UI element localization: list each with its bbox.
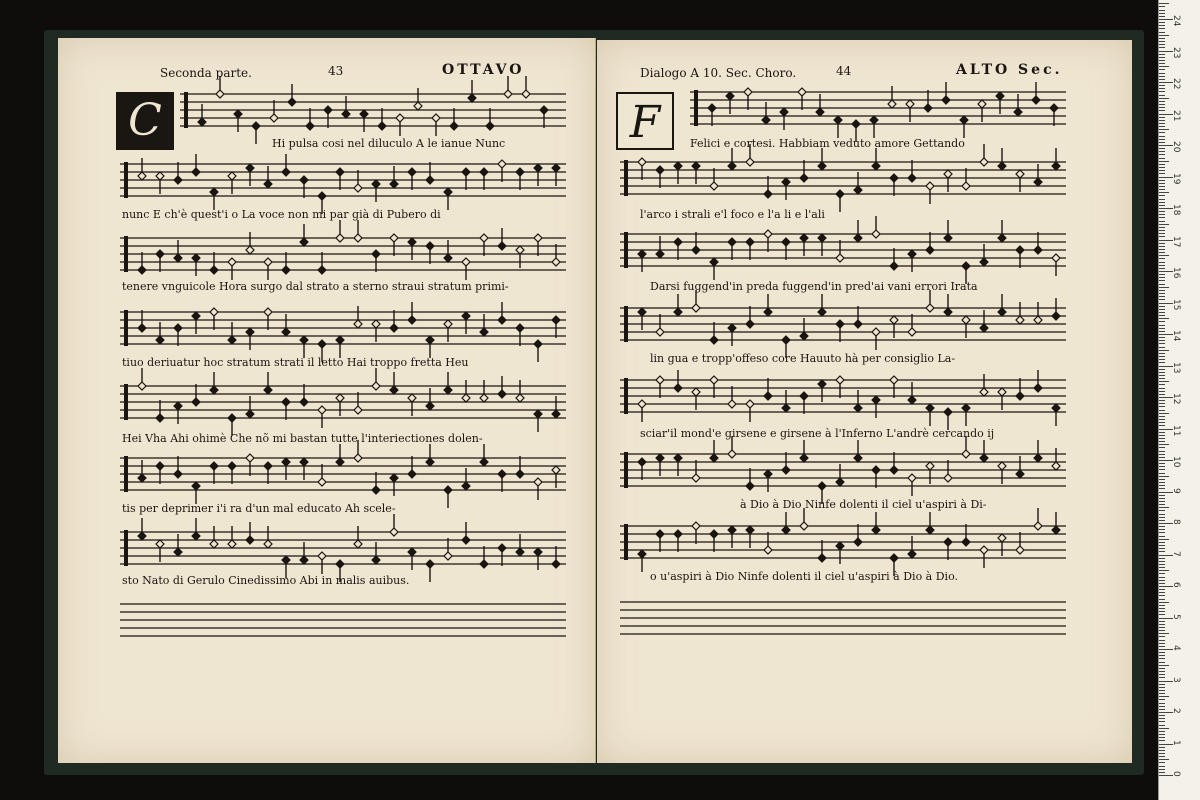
ruler-tick [1159, 643, 1165, 644]
left-staff-3 [120, 232, 566, 276]
ruler-tick [1159, 129, 1169, 130]
ruler-label: 6 [1171, 582, 1181, 588]
ruler-tick [1159, 375, 1165, 376]
ruler-label: 17 [1171, 235, 1181, 247]
ruler-tick [1159, 772, 1165, 773]
ruler-tick [1159, 570, 1169, 571]
ruler-tick [1159, 551, 1165, 552]
ruler-tick [1159, 384, 1165, 385]
ruler-label: 1 [1171, 739, 1181, 746]
right-staff-1 [690, 86, 1066, 130]
ruler-tick [1159, 262, 1165, 263]
right-lyric-line-7: o u'aspiri à Dio Ninfe dolenti il ciel u'aspiri à Dio à Dio. [650, 570, 958, 583]
ruler-tick [1159, 312, 1165, 313]
ruler-tick [1159, 287, 1169, 288]
ruler-label: 14 [1171, 330, 1181, 342]
ruler-tick [1159, 447, 1165, 448]
ruler-tick [1159, 501, 1165, 502]
ruler-tick [1159, 545, 1165, 546]
ruler-tick [1159, 693, 1165, 694]
left-header-section: Seconda parte. [160, 66, 252, 80]
ruler-tick [1159, 60, 1165, 61]
ruler-tick [1159, 331, 1165, 332]
ruler-tick [1159, 583, 1165, 584]
right-header-section: Dialogo A 10. Sec. Choro. [640, 66, 797, 80]
ruler-label: 0 [1171, 771, 1181, 777]
ruler-label: 12 [1171, 393, 1181, 405]
ruler-tick [1159, 151, 1165, 152]
ruler-tick [1159, 510, 1165, 511]
ruler-tick [1159, 482, 1165, 483]
ruler-tick [1159, 274, 1165, 275]
ruler-label: 4 [1171, 645, 1181, 651]
ruler-tick [1159, 265, 1165, 266]
right-lyric-line-3: Darsi fuggend'in preda fuggend'in pred'ai vani errori Irata [650, 280, 978, 293]
ruler-tick [1159, 432, 1165, 433]
ruler-tick [1159, 747, 1165, 748]
ruler-tick [1159, 624, 1165, 625]
ruler-tick [1159, 299, 1165, 300]
ruler-tick [1159, 485, 1165, 486]
ruler-tick [1159, 205, 1165, 206]
right-staff-5 [620, 374, 1066, 418]
ruler-tick [1159, 353, 1165, 354]
ruler-tick [1159, 595, 1165, 596]
ruler-tick [1159, 255, 1169, 256]
ruler-tick [1159, 561, 1165, 562]
ruler-tick [1159, 614, 1165, 615]
ruler-tick [1159, 539, 1169, 540]
ruler-label: 10 [1171, 456, 1181, 468]
ruler-tick [1159, 309, 1165, 310]
ruler-tick [1159, 536, 1165, 537]
ruler-tick [1159, 372, 1165, 373]
ruler-tick [1159, 158, 1165, 159]
ruler-tick [1159, 759, 1169, 760]
ruler-tick [1159, 769, 1165, 770]
ruler-label: 15 [1171, 298, 1181, 310]
left-lyric-line-4: tiuo deriuatur hoc stratum strati il letto Hai troppo fretta Heu [122, 356, 469, 369]
ruler-tick [1159, 41, 1165, 42]
right-lyric-line-6: à Dio à Dio Ninfe dolenti il ciel u'aspiri à Di- [740, 498, 987, 511]
left-staff-6 [120, 452, 566, 496]
ruler-tick [1159, 252, 1165, 253]
ruler-tick [1159, 280, 1165, 281]
ruler-tick [1159, 454, 1165, 455]
ruler-tick [1159, 514, 1165, 515]
ruler-tick [1159, 573, 1165, 574]
ruler-tick [1159, 532, 1165, 533]
ruler-tick [1159, 756, 1165, 757]
ruler-tick [1159, 10, 1165, 11]
ruler-tick [1159, 22, 1165, 23]
ruler-tick [1159, 85, 1165, 86]
ruler-tick [1159, 369, 1165, 370]
ruler-label: 18 [1171, 204, 1181, 216]
ruler-tick [1159, 662, 1165, 663]
ruler-tick [1159, 438, 1165, 439]
ruler-tick [1159, 466, 1165, 467]
ruler-tick [1159, 227, 1165, 228]
ruler-tick [1159, 441, 1165, 442]
ruler-tick [1159, 558, 1165, 559]
ruler-tick [1159, 740, 1165, 741]
left-lyric-line-7: sto Nato di Gerulo Cinedissimo Abi in malis auibus. [122, 574, 410, 587]
ruler-tick [1159, 476, 1169, 477]
ruler-tick [1159, 126, 1165, 127]
ruler-tick [1159, 529, 1165, 530]
ruler-tick [1159, 498, 1165, 499]
ruler-tick [1159, 69, 1165, 70]
ruler-label: 7 [1171, 550, 1181, 557]
ruler-tick [1159, 340, 1165, 341]
ruler-tick [1159, 315, 1165, 316]
ruler-tick [1159, 321, 1165, 322]
ruler-tick [1159, 734, 1165, 735]
ruler-tick [1159, 173, 1165, 174]
ruler-tick [1159, 419, 1165, 420]
ruler-tick [1159, 709, 1165, 710]
ruler-tick [1159, 469, 1165, 470]
left-staff-1 [180, 88, 566, 132]
ruler-tick [1159, 636, 1165, 637]
ruler-tick [1159, 296, 1165, 297]
ruler-tick [1159, 671, 1165, 672]
ruler-tick [1159, 199, 1165, 200]
ruler-tick [1159, 655, 1165, 656]
right-header-voice: ALTO Sec. [956, 62, 1063, 78]
ruler-tick [1159, 495, 1165, 496]
ruler-tick [1159, 117, 1165, 118]
ruler-tick [1159, 406, 1165, 407]
ruler-tick [1159, 378, 1165, 379]
right-staff-7 [620, 520, 1066, 564]
ruler-tick [1159, 180, 1165, 181]
ruler-tick [1159, 473, 1165, 474]
left-staff-4 [120, 306, 566, 350]
right-staff-4 [620, 302, 1066, 346]
ruler-tick [1159, 706, 1165, 707]
ruler-tick [1159, 120, 1165, 121]
ruler-tick [1159, 195, 1165, 196]
ruler-tick [1159, 652, 1165, 653]
measuring-ruler [1158, 0, 1200, 800]
ruler-tick [1159, 148, 1165, 149]
ruler-tick [1159, 277, 1165, 278]
ruler-tick [1159, 422, 1165, 423]
ruler-tick [1159, 3, 1169, 4]
ruler-tick [1159, 154, 1165, 155]
ruler-tick [1159, 79, 1165, 80]
left-staff-2 [120, 158, 566, 202]
ruler-tick [1159, 32, 1165, 33]
ruler-tick [1159, 6, 1165, 7]
left-lyric-line-5: Hei Vha Ahi ohimè Che nõ mi bastan tutte l'interiectiones dolen- [122, 432, 483, 445]
ruler-tick [1159, 580, 1165, 581]
ruler-tick [1159, 170, 1165, 171]
ruler-tick [1159, 592, 1165, 593]
ruler-tick [1159, 611, 1165, 612]
ruler-tick [1159, 236, 1165, 237]
ruler-tick [1159, 451, 1165, 452]
ruler-label: 5 [1171, 613, 1181, 620]
right-staff-3 [620, 228, 1066, 272]
ruler-tick [1159, 350, 1169, 351]
ruler-tick [1159, 577, 1165, 578]
ruler-tick [1159, 328, 1165, 329]
ruler-tick [1159, 599, 1165, 600]
ruler-tick [1159, 91, 1165, 92]
ruler-tick [1159, 123, 1165, 124]
ruler-tick [1159, 221, 1165, 222]
ruler-tick [1159, 425, 1165, 426]
ruler-tick [1159, 608, 1165, 609]
ruler-tick [1159, 44, 1165, 45]
ruler-tick [1159, 66, 1169, 67]
right-lyric-line-1: Felici e cortesi. Habbiam veduto amore Gettando [690, 137, 965, 150]
ruler-tick [1159, 548, 1165, 549]
ruler-label: 9 [1171, 487, 1181, 494]
ruler-tick [1159, 246, 1165, 247]
ruler-tick [1159, 167, 1165, 168]
left-header-voice: OTTAVO [442, 62, 525, 78]
right-lyric-line-4: lin gua e tropp'offeso core Hauuto hà per consiglio La- [650, 352, 956, 365]
ruler-tick [1159, 507, 1169, 508]
left-page-number: 43 [328, 64, 344, 78]
ruler-label: 20 [1171, 141, 1181, 153]
ruler-tick [1159, 268, 1165, 269]
ruler-tick [1159, 38, 1165, 39]
ruler-tick [1159, 192, 1169, 193]
right-staff-8 [620, 596, 1066, 640]
ruler-tick [1159, 715, 1165, 716]
ruler-tick [1159, 57, 1165, 58]
ruler-tick [1159, 403, 1165, 404]
ruler-tick [1159, 646, 1165, 647]
ruler-tick [1159, 284, 1165, 285]
ruler-tick [1159, 444, 1169, 445]
ruler-tick [1159, 435, 1165, 436]
ruler-tick [1159, 668, 1165, 669]
ruler-tick [1159, 687, 1165, 688]
ruler-tick [1159, 318, 1169, 319]
ruler-tick [1159, 337, 1165, 338]
ruler-tick [1159, 88, 1165, 89]
ruler-tick [1159, 640, 1165, 641]
ruler-tick [1159, 381, 1169, 382]
ruler-label: 3 [1171, 676, 1181, 683]
ruler-tick [1159, 76, 1165, 77]
ruler-tick [1159, 293, 1165, 294]
right-page-number: 44 [836, 64, 852, 78]
ruler-tick [1159, 488, 1165, 489]
ruler-tick [1159, 677, 1165, 678]
ruler-tick [1159, 217, 1165, 218]
ruler-tick [1159, 665, 1169, 666]
ruler-tick [1159, 356, 1165, 357]
ruler-tick [1159, 104, 1165, 105]
ruler-tick [1159, 132, 1165, 133]
ruler-tick [1159, 416, 1165, 417]
ruler-tick [1159, 95, 1165, 96]
left-staff-5 [120, 380, 566, 424]
ruler-tick [1159, 520, 1165, 521]
ruler-tick [1159, 249, 1165, 250]
ruler-tick [1159, 28, 1165, 29]
ruler-tick [1159, 463, 1165, 464]
ruler-tick [1159, 101, 1165, 102]
ruler-tick [1159, 526, 1165, 527]
ruler-tick [1159, 224, 1169, 225]
ruler-label: 16 [1171, 267, 1181, 279]
ruler-tick [1159, 457, 1165, 458]
ruler-tick [1159, 753, 1165, 754]
ruler-tick [1159, 479, 1165, 480]
ruler-label: 13 [1171, 361, 1181, 373]
ruler-tick [1159, 589, 1165, 590]
ruler-tick [1159, 567, 1165, 568]
ruler-tick [1159, 391, 1165, 392]
ruler-tick [1159, 621, 1165, 622]
ruler-label: 8 [1171, 519, 1181, 525]
ruler-tick [1159, 762, 1165, 763]
ruler-tick [1159, 750, 1165, 751]
ruler-tick [1159, 47, 1165, 48]
ruler-tick [1159, 413, 1169, 414]
right-staff-2 [620, 156, 1066, 200]
ruler-tick [1159, 186, 1165, 187]
ruler-tick [1159, 73, 1165, 74]
ruler-label: 24 [1171, 15, 1181, 27]
ruler-tick [1159, 359, 1165, 360]
left-lyric-line-3: tenere vnguicole Hora surgo dal strato a sterno straui stratum primi- [122, 280, 509, 293]
ruler-tick [1159, 136, 1165, 137]
ruler-tick [1159, 696, 1169, 697]
ruler-tick [1159, 703, 1165, 704]
ruler-tick [1159, 721, 1165, 722]
ruler-tick [1159, 54, 1165, 55]
ruler-label: 11 [1171, 424, 1181, 436]
ruler-tick [1159, 725, 1165, 726]
ruler-tick [1159, 699, 1165, 700]
ruler-tick [1159, 142, 1165, 143]
ruler-tick [1159, 202, 1165, 203]
ruler-tick [1159, 504, 1165, 505]
ruler-tick [1159, 243, 1165, 244]
ruler-tick [1159, 517, 1165, 518]
ruler-tick [1159, 410, 1165, 411]
ruler-tick [1159, 16, 1165, 17]
decorated-initial-right: F [616, 92, 674, 150]
ruler-tick [1159, 161, 1169, 162]
ruler-tick [1159, 737, 1165, 738]
right-lyric-line-2: l'arco i strali e'l foco e l'a li e l'ali [640, 208, 825, 221]
ruler-label: 23 [1171, 46, 1181, 58]
ruler-tick [1159, 602, 1169, 603]
ruler-tick [1159, 633, 1169, 634]
ruler-tick [1159, 230, 1165, 231]
ruler-tick [1159, 347, 1165, 348]
left-staff-7 [120, 526, 566, 570]
ruler-tick [1159, 564, 1165, 565]
ruler-tick [1159, 674, 1165, 675]
ruler-tick [1159, 164, 1165, 165]
ruler-tick [1159, 258, 1165, 259]
ruler-tick [1159, 214, 1165, 215]
ruler-label: 21 [1171, 109, 1181, 121]
ruler-label: 22 [1171, 78, 1181, 90]
ruler-tick [1159, 110, 1165, 111]
ruler-label: 2 [1171, 708, 1181, 714]
ruler-tick [1159, 627, 1165, 628]
ruler-tick [1159, 766, 1165, 767]
ruler-tick [1159, 290, 1165, 291]
ruler-tick [1159, 605, 1165, 606]
ruler-tick [1159, 690, 1165, 691]
ruler-tick [1159, 630, 1165, 631]
decorated-initial-left: C [116, 92, 174, 150]
ruler-tick [1159, 63, 1165, 64]
ruler-tick [1159, 718, 1165, 719]
ruler-tick [1159, 684, 1165, 685]
ruler-label: 19 [1171, 172, 1181, 184]
ruler-tick [1159, 658, 1165, 659]
ruler-tick [1159, 139, 1165, 140]
ruler-tick [1159, 107, 1165, 108]
ruler-tick [1159, 25, 1165, 26]
ruler-tick [1159, 35, 1169, 36]
ruler-tick [1159, 306, 1165, 307]
left-lyric-line-6: tis per deprimer i'i ra d'un mal educato Ah scele- [122, 502, 396, 515]
ruler-tick [1159, 362, 1165, 363]
ruler-tick [1159, 211, 1165, 212]
ruler-tick [1159, 325, 1165, 326]
ruler-tick [1159, 728, 1169, 729]
ruler-tick [1159, 343, 1165, 344]
left-lyric-line-2: nunc E ch'è quest'i o La voce non mi par già di Pubero di [122, 208, 441, 221]
ruler-tick [1159, 731, 1165, 732]
right-staff-6 [620, 448, 1066, 492]
ruler-tick [1159, 233, 1165, 234]
left-staff-8 [120, 598, 566, 642]
ruler-tick [1159, 400, 1165, 401]
ruler-tick [1159, 394, 1165, 395]
right-lyric-line-5: sciar'il mond'e girsene e girsene à l'Inferno L'andrè cercando ij [640, 427, 995, 440]
ruler-tick [1159, 98, 1169, 99]
left-lyric-line-1: Hi pulsa cosi nel diluculo A le ianue Nunc [272, 137, 506, 150]
ruler-tick [1159, 542, 1165, 543]
ruler-tick [1159, 189, 1165, 190]
ruler-tick [1159, 388, 1165, 389]
ruler-tick [1159, 183, 1165, 184]
ruler-tick [1159, 13, 1165, 14]
